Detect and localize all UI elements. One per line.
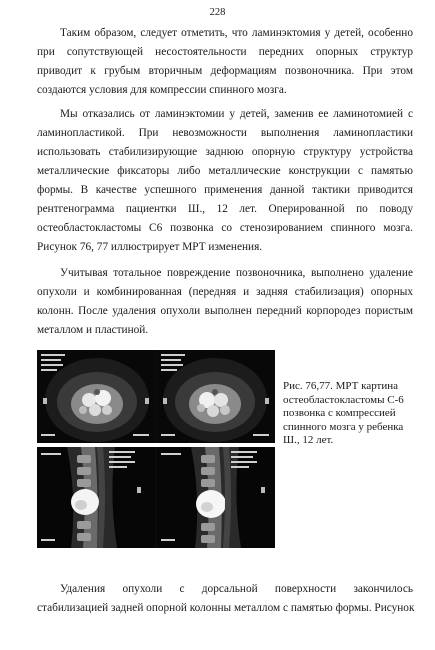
text-line: Рисунок 76, 77 иллюстрирует МРТ изменения. xyxy=(37,241,263,253)
caption-line: спинного мозга у ребенка xyxy=(283,420,404,433)
mri-axial-image-left xyxy=(37,350,155,443)
paragraph-stabilization xyxy=(37,580,413,618)
text-line: Таким образом, следует отметить, что ламинэктомия у детей, особенно xyxy=(60,27,413,39)
mri-sagittal-image-right xyxy=(157,447,275,548)
text-line: при сопутствующей несостоятельности передних опорных структур xyxy=(37,46,413,58)
mri-sagittal-figure xyxy=(37,447,275,548)
text-line: формы. В качестве успешного применения данной тактики приводится xyxy=(37,184,413,196)
text-line: колонн. После удаления опухоли выполнен передний корпородез пористым xyxy=(37,305,413,317)
text-line: Мы отказались от ламинэктомии у детей, заменив ее ламинотомией с xyxy=(60,108,413,120)
page-number: 228 xyxy=(209,7,226,18)
mri-sagittal-image-left xyxy=(37,447,155,548)
text-line: стабилизацией задней опорной колонны металлом с памятью формы. Рисунок xyxy=(37,602,415,614)
figure-caption xyxy=(283,380,423,448)
caption-line: Рис. 76,77. МРТ картина xyxy=(283,380,399,392)
mri-axial-image-right xyxy=(157,350,275,443)
text-line: остеобластокластомы С6 позвонка со стенозированием спинного мозга. xyxy=(37,222,413,234)
paragraph-method xyxy=(37,105,413,257)
text-line: Учитывая тотальное повреждение позвоночника, выполнено удаление xyxy=(60,267,413,279)
caption-line: Ш., 12 лет. xyxy=(283,434,334,446)
text-line: ламинопластикой. При невозможности выполнения ламинопластики xyxy=(37,127,413,139)
caption-line: остеобластокластомы С-6 xyxy=(283,393,404,406)
text-line: создаются условия для компрессии спинного мозга. xyxy=(37,84,287,96)
text-line: опухоли и комбинированная (передняя и задняя стабилизация) опорных xyxy=(37,286,413,298)
text-line: Удаления опухоли с дорсальной поверхности закончилось xyxy=(60,583,413,595)
caption-line: позвонка с компрессией xyxy=(283,407,396,419)
text-line: приводит к грубым вторичным деформациям позвоночника. При этом xyxy=(37,65,413,77)
paragraph-conclusion xyxy=(37,24,413,100)
text-line: металлические фиксаторы либо металлические конструкции с памятью xyxy=(37,165,413,177)
text-line: использовать стабилизирующие заднюю опорную структуру устройства xyxy=(37,146,413,158)
text-line: рентгенограмма пациентки Ш., 12 лет. Оперированной по поводу xyxy=(37,203,413,215)
paragraph-treatment xyxy=(37,264,413,340)
text-line: металлом и пластиной. xyxy=(37,324,149,336)
mri-axial-figure xyxy=(37,350,275,443)
